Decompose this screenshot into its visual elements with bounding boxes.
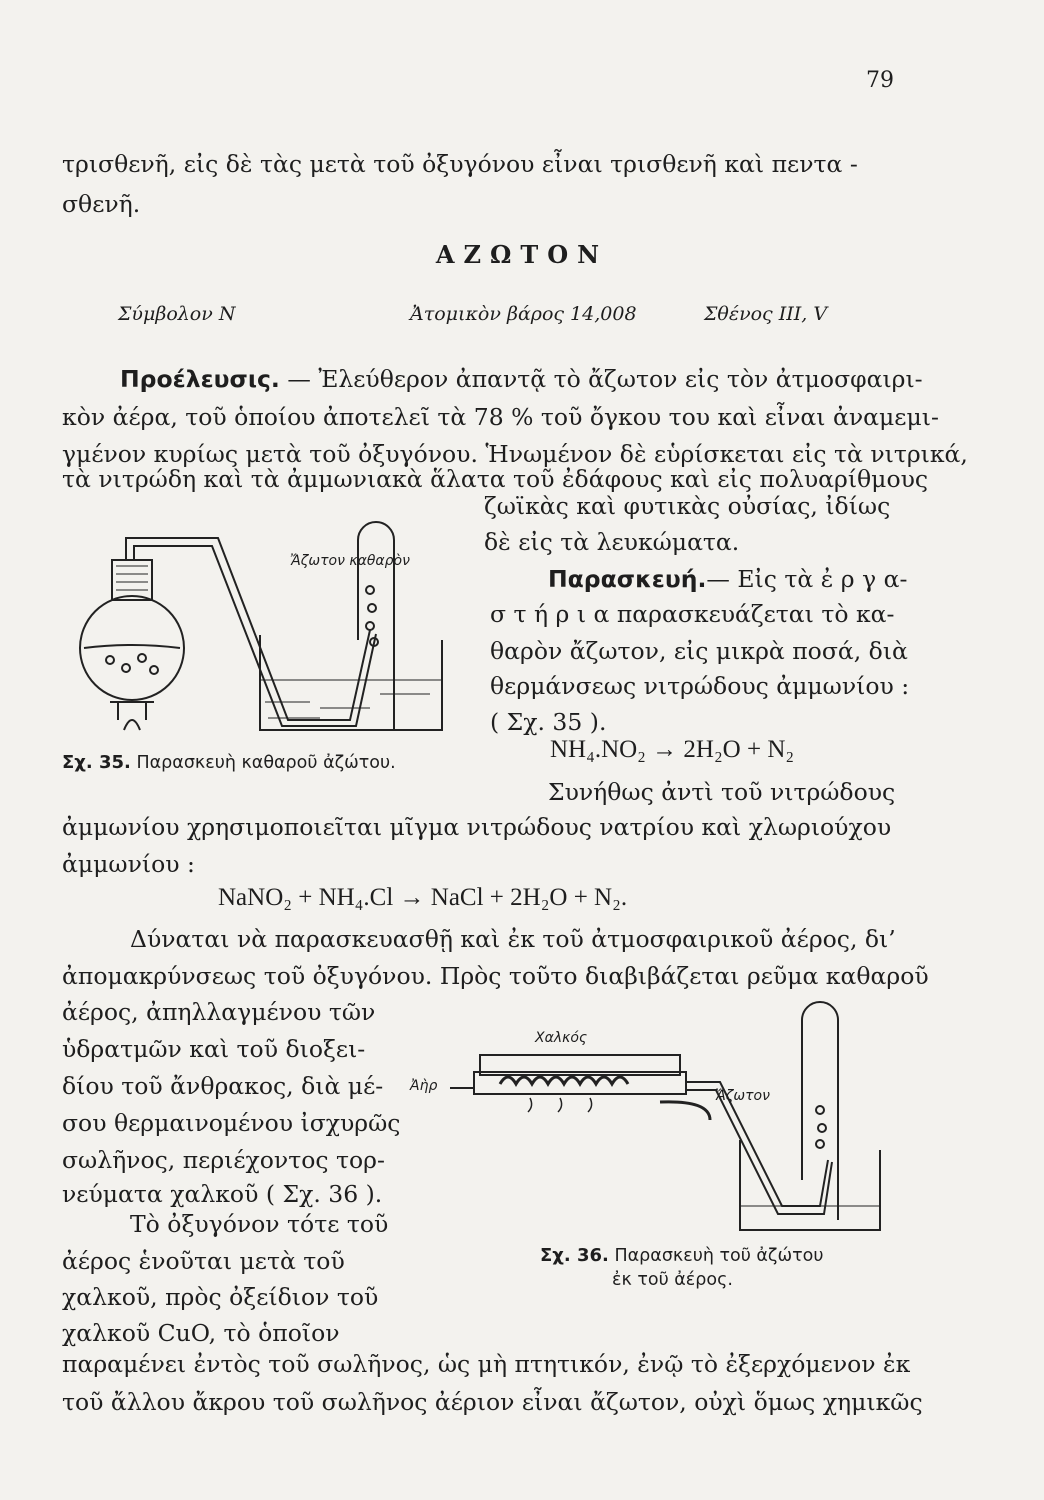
figure-36-label-air: Ἀὴρ	[410, 1078, 438, 1094]
origin-line: τὰ νιτρώδη καὶ τὰ ἀμμωνιακὰ ἅλατα τοῦ ἐδάφους καὶ εἰς πολυαρίθμους	[62, 465, 929, 493]
preparation-label: Παρασκευή.	[548, 565, 707, 593]
origin-line: δὲ εἰς τὰ λευκώματα.	[484, 528, 740, 556]
para4-line: χαλκοῦ, πρὸς ὀξείδιον τοῦ	[62, 1283, 379, 1311]
para3-line: νεύματα χαλκοῦ ( Σχ. 36 ).	[62, 1180, 383, 1208]
figure-36-caption-text: Παρασκευὴ τοῦ ἀζώτου	[614, 1246, 824, 1266]
origin-line: ζωϊκὰς καὶ φυτικὰς οὐσίας, ἰδίως	[484, 492, 891, 520]
para3-line: ἀπομακρύνσεως τοῦ ὀξυγόνου. Πρὸς τοῦτο διαβιβάζεται ρεῦμα καθαροῦ	[62, 962, 929, 990]
figure-36-apparatus	[410, 1010, 880, 1235]
figure-36-caption	[540, 1245, 823, 1266]
para4-line: Τὸ ὀξυγόνον τότε τοῦ	[130, 1210, 389, 1238]
para3-line: σου θερμαινομένου ἰσχυρῶς	[62, 1109, 401, 1137]
equation-2: NaNO₂ + NH₄.Cl → NaCl + 2H₂O + N₂.	[218, 884, 628, 911]
section-heading: ΑΖΩΤΟΝ	[435, 240, 609, 269]
preparation-line: ( Σχ. 35 ).	[490, 708, 607, 736]
para4-line: παραμένει ἐντὸς τοῦ σωλῆνος, ὡς μὴ πτητικόν, ἐνῷ τὸ ἐξερχόμενον ἐκ	[62, 1350, 911, 1378]
symbol-label: Σύμβολον Ν	[118, 303, 236, 325]
figure-35-caption	[62, 752, 396, 773]
figure-35-number: Σχ. 35.	[62, 752, 131, 773]
para2-line: ἀμμωνίου χρησιμοποιεῖται μῖγμα νιτρώδους νατρίου καὶ χλωριούχου	[62, 813, 892, 841]
atomic-weight: Ἀτομικὸν βάρος 14,008	[410, 303, 637, 325]
figure-36-label-copper: Χαλκός	[535, 1030, 588, 1046]
figure-36-caption-line-2: ἐκ τοῦ ἀέρος.	[612, 1270, 733, 1290]
origin-text: — Ἐλεύθερον ἀπαντᾷ τὸ ἄζωτον εἰς τὸν ἀτμοσφαιρι-	[287, 365, 923, 393]
figure-35-apparatus	[70, 530, 470, 745]
para3-line: δίου τοῦ ἄνθρακος, διὰ μέ-	[62, 1072, 384, 1100]
preparation-text: — Εἰς τὰ ἐ ρ γ α-	[706, 565, 908, 593]
para4-line: χαλκοῦ CuO, τὸ ὁποῖον	[62, 1319, 340, 1347]
para4-line: ἀέρος ἑνοῦται μετὰ τοῦ	[62, 1247, 345, 1275]
figure-36-number: Σχ. 36.	[540, 1245, 609, 1266]
figure-36-label-nitrogen: Ἄζωτον	[715, 1088, 770, 1104]
para4-line: τοῦ ἄλλου ἄκρου τοῦ σωλῆνος ἀέριον εἶναι ἄζωτον, οὐχὶ ὅμως χημικῶς	[62, 1388, 923, 1416]
intro-line-1: τρισθενῆ, εἰς δὲ τὰς μετὰ τοῦ ὀξυγόνου εἶναι τρισθενῆ καὶ πεντα -	[62, 150, 858, 178]
preparation-line: θερμάνσεως νιτρώδους ἀμμωνίου :	[490, 672, 910, 700]
origin-line: γμένον κυρίως μετὰ τοῦ ὀξυγόνου. Ἡνωμένον δὲ εὑρίσκεται εἰς τὰ νιτρικά,	[62, 440, 968, 468]
equation-1: NH₄.NO₂ → 2H₂O + N₂	[550, 736, 795, 763]
preparation-first-line	[548, 565, 907, 593]
figure-35-caption-text: Παρασκευὴ καθαροῦ ἀζώτου.	[136, 753, 396, 773]
para3-line: ἀέρος, ἀπηλλαγμένου τῶν	[62, 998, 376, 1026]
para2-line: Συνήθως ἀντὶ τοῦ νιτρώδους	[548, 778, 896, 806]
para3-line: ὑδρατμῶν καὶ τοῦ διοξει-	[62, 1035, 366, 1063]
para3-line: Δύναται νὰ παρασκευασθῇ καὶ ἐκ τοῦ ἀτμοσφαιρικοῦ ἀέρος, δι’	[130, 925, 896, 953]
preparation-line: θαρὸν ἄζωτον, εἰς μικρὰ ποσά, διὰ	[490, 637, 908, 665]
page-number: 79	[866, 68, 894, 93]
para2-line: ἀμμωνίου :	[62, 850, 195, 878]
para3-line: σωλῆνος, περιέχοντος τορ-	[62, 1146, 385, 1174]
valence: Σθένος ΙΙΙ, V	[704, 303, 828, 325]
figure-35-label: Ἄζωτον καθαρὸν	[290, 553, 410, 569]
origin-first-line	[120, 365, 923, 393]
preparation-line: σ τ ή ρ ι α παρασκευάζεται τὸ κα-	[490, 600, 895, 628]
origin-label: Προέλευσις.	[120, 365, 280, 393]
origin-line: κὸν ἀέρα, τοῦ ὁποίου ἀποτελεῖ τὰ 78 % τοῦ ὄγκου του καὶ εἶναι ἀναμεμι-	[62, 403, 939, 431]
intro-line-2: σθενῆ.	[62, 190, 141, 218]
